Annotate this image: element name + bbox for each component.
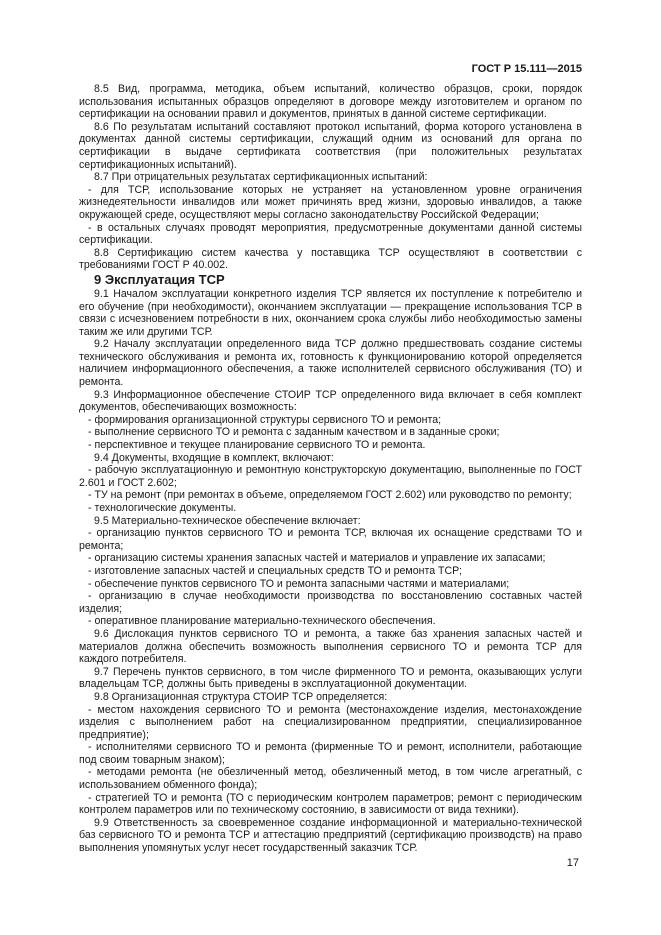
paragraph-9-5: 9.5 Материально-техническое обеспечение включает: [94, 514, 361, 527]
paragraph-9-9: 9.9 Ответственность за своевременное создание информационной и материально-технической баз сервисного ТО и ремонта ТСР и аттестацию предприятий (сертификацию производств) на право выполнения упомянутых услуг несет государственный заказчик ТСР. [79, 816, 582, 855]
paragraph-8-5: 8.5 Вид, программа, методика, объем испытаний, количество образцов, сроки, порядок использования испытанных образцов определяют в договоре между изготовителем и органом по сертификации на основании правил и документов, принятых в данной системе сертификации. [79, 83, 582, 121]
paragraph-8-7: 8.7 При отрицательных результатах сертификационных испытаний: [94, 171, 428, 184]
list-item: - обеспечение пунктов сервисного ТО и ремонта запасными частями и материалами; [88, 577, 510, 590]
document-body [79, 83, 582, 855]
list-item: - выполнение сервисного ТО и ремонта с заданным качеством и в заданные сроки; [88, 426, 500, 439]
list-item: - организацию в случае необходимости производства по восстановлению составных частей изделия; [79, 590, 582, 615]
list-item: - местом нахождения сервисного ТО и ремонта (местонахождение изделия, местонахождение изделия с выполнением работ на специализированном предприятии, специализированное предприятие); [79, 703, 582, 741]
document-header: ГОСТ Р 15.111—2015 [471, 63, 582, 75]
paragraph-9-4: 9.4 Документы, входящие в комплект, включают: [94, 451, 334, 464]
section-heading: 9 Эксплуатация ТСР [94, 271, 225, 287]
paragraph-9-1: 9.1 Началом эксплуатации конкретного изделия ТСР является их поступление к потребителю и его обучение (при необходимости), окончанием эксплуатации — прекращение использования ТСР в связи с исчезновением потребности в них, окончанием срока службы либо необходимостью замены таким же или другими ТСР. [79, 287, 582, 338]
list-item: - рабочую эксплуатационную и ремонтную конструкторскую документацию, выполненные по ГОСТ 2.601 и ГОСТ 2.602; [79, 464, 582, 489]
list-item: - перспективное и текущее планирование сервисного ТО и ремонта. [88, 439, 426, 452]
list-item: - изготовление запасных частей и специальных средств ТО и ремонта ТСР; [88, 564, 462, 577]
list-item: - стратегией ТО и ремонта (ТО с периодическим контролем параметров; ремонт с периодическим контролем параметров или по техническому состоянию, в зависимости от вида техники). [79, 791, 582, 817]
paragraph-8-6: 8.6 По результатам испытаний составляют протокол испытаний, форма которого установлена в документах данной системы сертификации, служащий одним из оснований для органа по сертификации в выдаче сертификата соответствия (при положительных результатах сертификационных испытаний). [79, 120, 582, 171]
paragraph-8-8: 8.8 Сертификацию систем качества у поставщика ТСР осуществляют в соответствии с требованиями ГОСТ Р 40.002. [79, 246, 582, 272]
list-item: - формирования организационной структуры сервисного ТО и ремонта; [88, 413, 442, 426]
list-item: - организацию пунктов сервисного ТО и ремонта ТСР, включая их оснащение средствами ТО и ремонта; [79, 527, 582, 552]
list-item: - для ТСР, использование которых не устраняет на установленном уровне ограничения жизнедеятельности инвалидов или может причинять вред жизни, здоровью инвалидов, а также окружающей среде, осуществляют меры согласно законодательству Российской Федерации; [79, 183, 582, 221]
list-item: - методами ремонта (не обезличенный метод, обезличенный метод, в том числе агрегатный, с использованием обменного фонда); [79, 766, 582, 792]
page-number: 17 [566, 857, 579, 869]
list-item: - организацию системы хранения запасных частей и материалов и управление их запасами; [88, 552, 546, 565]
list-item: - технологические документы. [88, 502, 237, 514]
list-item: - оперативное планирование материально-технического обеспечения. [88, 615, 436, 628]
paragraph-9-6: 9.6 Дислокация пунктов сервисного ТО и ремонта, а также баз хранения запасных частей и материалов должна обеспечить возможность выполнения сервисного ТО и ремонта ТСР для каждого потребителя. [79, 627, 582, 666]
list-item: - ТУ на ремонт (при ремонтах в объеме, определяемом ГОСТ 2.602) или руководство по ремонту; [88, 489, 572, 502]
list-item: - исполнителями сервисного ТО и ремонта (фирменные ТО и ремонт, исполнители, работающие под своим товарным знаком); [79, 741, 582, 766]
paragraph-9-7: 9.7 Перечень пунктов сервисного, в том числе фирменного ТО и ремонта, оказывающих услуги владельцам ТСР, должны быть приведены в эксплуатационной документации. [79, 665, 582, 691]
paragraph-9-3: 9.3 Информационное обеспечение СТОИР ТСР определенного вида включает в себя комплект документов, обеспечивающих возможность: [79, 388, 582, 414]
paragraph-9-8: 9.8 Организационная структура СТОИР ТСР определяется: [94, 690, 388, 703]
paragraph-9-2: 9.2 Началу эксплуатации определенного вида ТСР должно предшествовать создание системы технического обслуживания и ремонта их, готовность к функционированию которой определяется наличием информационного обеспечения, а также исполнителей сервисного обслуживания (ТО) и ремонта. [79, 338, 582, 389]
list-item: - в остальных случаях проводят мероприятия, предусмотренные документами данной системы сертификации. [79, 221, 582, 247]
